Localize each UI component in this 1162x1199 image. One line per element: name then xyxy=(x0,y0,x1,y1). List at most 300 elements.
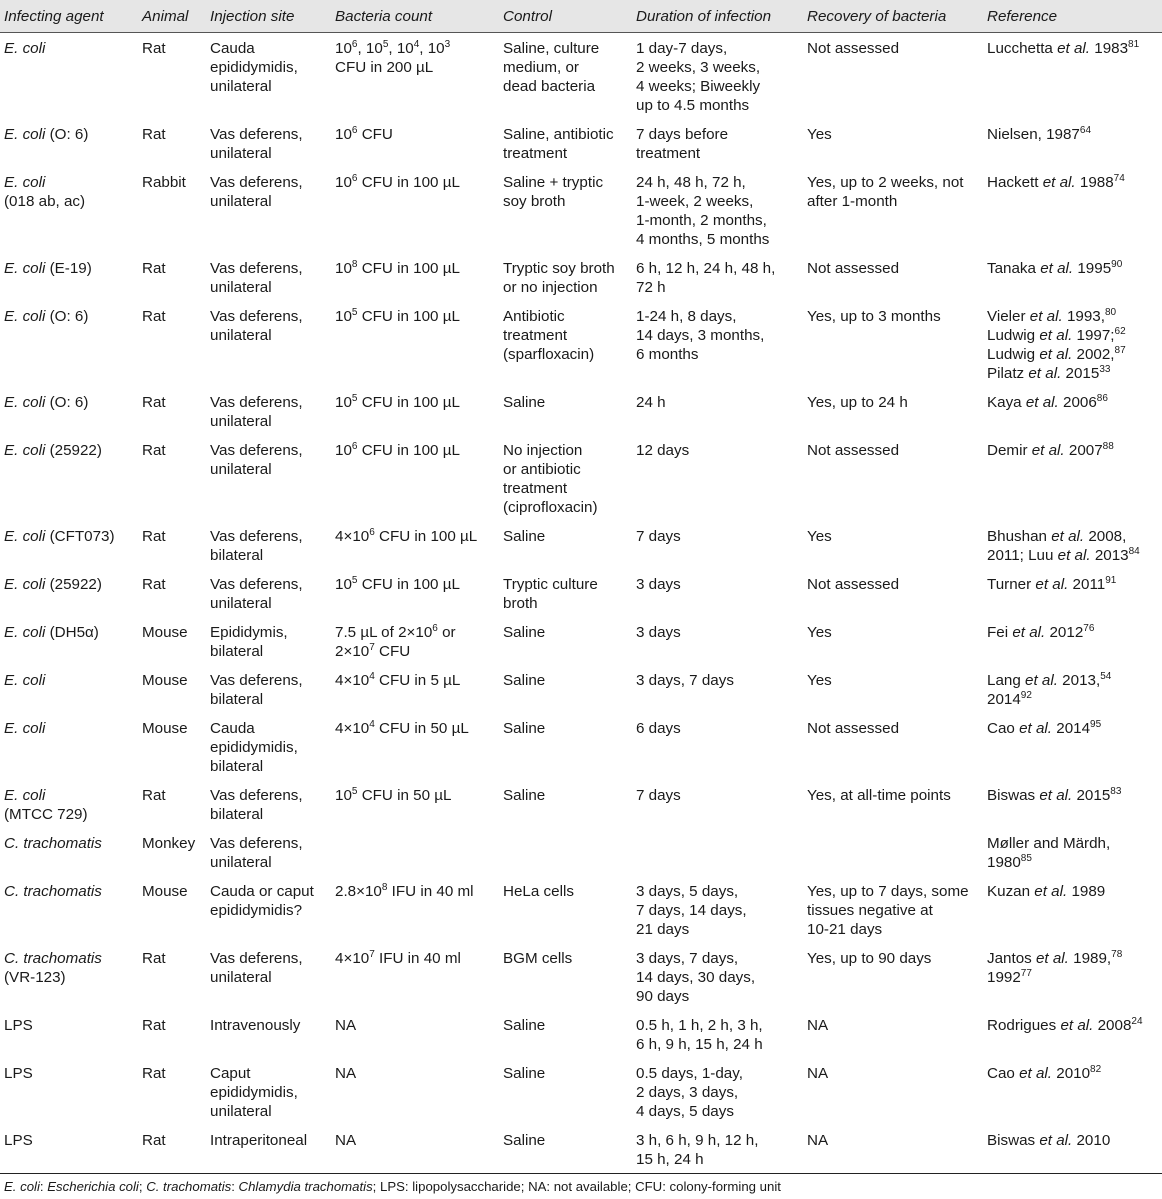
cell-reference xyxy=(983,828,1162,876)
cell-injection-site: Vas deferens, unilateral xyxy=(210,576,303,612)
cell-infecting-agent xyxy=(0,33,138,120)
cell-duration: 3 days xyxy=(636,576,681,593)
cell-control: HeLa cells xyxy=(503,883,574,900)
header-injection-site: Injection site xyxy=(206,0,331,33)
text-run: C. trachomatis xyxy=(4,883,102,900)
text-run: 1988 xyxy=(1075,174,1114,191)
cell-control xyxy=(499,828,632,876)
cell-reference xyxy=(983,876,1162,943)
text-run: E. coli xyxy=(4,442,46,459)
text-run: C. trachomatis xyxy=(146,1179,232,1194)
text-run: Pilatz xyxy=(987,365,1025,382)
cell-bacteria-count xyxy=(331,387,499,435)
cell-animal: Rat xyxy=(142,787,166,804)
text-run: et al. xyxy=(1012,624,1046,641)
cell-animal: Rat xyxy=(142,126,166,143)
header-animal: Animal xyxy=(138,0,206,33)
citation-superscript: 4 xyxy=(369,671,375,682)
text-run: 2014 xyxy=(1052,720,1091,737)
cell-injection-site: Vas deferens, unilateral xyxy=(210,394,303,430)
cell-animal: Mouse xyxy=(142,672,188,689)
cell-bacteria-count xyxy=(331,301,499,387)
text-run: CFU xyxy=(374,643,411,660)
cell-injection-site: Vas deferens, unilateral xyxy=(210,442,303,478)
citation-superscript: 91 xyxy=(1105,575,1117,586)
text-run: et al. xyxy=(1019,720,1053,737)
table-row xyxy=(0,943,1162,1010)
cell-duration: 0.5 h, 1 h, 2 h, 3 h, 6 h, 9 h, 15 h, 24 h xyxy=(636,1017,763,1053)
text-run: 2008 xyxy=(1093,1017,1132,1034)
cell-infecting-agent xyxy=(0,780,138,828)
cell-recovery xyxy=(803,828,983,876)
table-row xyxy=(0,253,1162,301)
text-run: : xyxy=(39,1179,48,1194)
cell-bacteria-count xyxy=(331,1125,499,1174)
cell-reference xyxy=(983,387,1162,435)
text-run: (VR-123) xyxy=(4,969,66,986)
table-row xyxy=(0,167,1162,253)
cell-infecting-agent xyxy=(0,387,138,435)
text-run: et al. xyxy=(1034,883,1068,900)
citation-superscript: 64 xyxy=(1079,125,1092,136)
cell-infecting-agent xyxy=(0,119,138,167)
table-row xyxy=(0,828,1162,876)
cell-bacteria-count xyxy=(331,1058,499,1125)
citation-superscript: 82 xyxy=(1090,1064,1102,1075)
citation-superscript: 90 xyxy=(1111,259,1123,270)
text-run: (O: 6) xyxy=(45,126,89,143)
cell-duration: 7 days xyxy=(636,528,681,545)
cell-injection-site: Vas deferens, bilateral xyxy=(210,528,303,564)
cell-infecting-agent xyxy=(0,253,138,301)
text-run: , 10 xyxy=(357,40,383,57)
text-run: Fei xyxy=(987,624,1013,641)
text-run: 10 xyxy=(335,576,352,593)
text-run: Biswas xyxy=(987,1132,1040,1149)
text-run: (E-19) xyxy=(45,260,92,277)
cell-duration: 3 days, 5 days, 7 days, 14 days, 21 days xyxy=(636,883,747,938)
cell-duration: 24 h, 48 h, 72 h, 1-week, 2 weeks, 1-month, 2 months, 4 months, 5 months xyxy=(636,174,770,248)
cell-recovery: Not assessed xyxy=(807,720,900,737)
text-run: LPS xyxy=(4,1132,33,1149)
citation-superscript: 92 xyxy=(1020,690,1032,701)
text-run: CFU in 5 µL xyxy=(374,672,461,689)
cell-reference xyxy=(983,435,1162,521)
cell-duration: 6 days xyxy=(636,720,681,737)
cell-animal: Rat xyxy=(142,1017,166,1034)
citation-superscript: 6 xyxy=(369,527,375,538)
text-run: 2007 xyxy=(1064,442,1103,459)
text-run: et al. xyxy=(1039,787,1073,804)
text-run: 2008, 2011; Luu xyxy=(987,528,1127,564)
text-run: or 2×10 xyxy=(335,624,456,660)
cell-injection-site: Cauda or caput epididymidis? xyxy=(210,883,314,919)
citation-superscript: 6 xyxy=(432,623,438,634)
text-run: IFU in 40 ml xyxy=(374,950,461,967)
text-run: et al. xyxy=(1060,1017,1094,1034)
text-run: E. coli xyxy=(4,1179,40,1194)
cell-recovery: Yes xyxy=(807,624,832,641)
cell-injection-site: Vas deferens, unilateral xyxy=(210,260,303,296)
cell-reference xyxy=(983,301,1162,387)
cell-reference xyxy=(983,665,1162,713)
header-row xyxy=(0,0,1162,33)
cell-recovery: Not assessed xyxy=(807,442,900,459)
table-row xyxy=(0,617,1162,665)
text-run: NA xyxy=(335,1017,357,1034)
text-run: E. coli xyxy=(4,528,46,545)
table-row xyxy=(0,1010,1162,1058)
text-run: 2015 xyxy=(1061,365,1100,382)
cell-reference xyxy=(983,617,1162,665)
table-row xyxy=(0,435,1162,521)
cell-bacteria-count xyxy=(331,253,499,301)
cell-bacteria-count xyxy=(331,876,499,943)
text-run: C. trachomatis xyxy=(4,835,102,852)
text-run: 2013, xyxy=(1057,672,1101,689)
cell-duration: 3 days, 7 days, 14 days, 30 days, 90 days xyxy=(636,950,756,1005)
cell-injection-site: Vas deferens, bilateral xyxy=(210,787,303,823)
cell-infecting-agent xyxy=(0,876,138,943)
text-run: LPS xyxy=(4,1065,33,1082)
text-run: Rodrigues xyxy=(987,1017,1061,1034)
text-run: Jantos xyxy=(987,950,1036,967)
cell-control: Saline xyxy=(503,672,546,689)
cell-animal: Rat xyxy=(142,528,166,545)
text-run: 10 xyxy=(335,260,352,277)
citation-superscript: 24 xyxy=(1131,1016,1143,1027)
cell-injection-site: Vas deferens, unilateral xyxy=(210,835,303,871)
cell-injection-site: Cauda epididymidis, unilateral xyxy=(210,40,298,95)
citation-superscript: 8 xyxy=(351,259,358,270)
cell-infecting-agent xyxy=(0,569,138,617)
text-run: 1992 xyxy=(987,969,1021,986)
cell-animal: Rat xyxy=(142,40,166,57)
cell-control: Saline xyxy=(503,528,546,545)
cell-control: Saline xyxy=(499,1125,632,1174)
text-run: et al. xyxy=(1039,327,1073,344)
text-run: E. coli xyxy=(4,720,46,737)
citation-superscript: 3 xyxy=(444,39,451,50)
text-run: Turner xyxy=(987,576,1036,593)
text-run: NA xyxy=(335,1065,357,1082)
text-run: 4×10 xyxy=(335,528,370,545)
text-run: 2011 xyxy=(1068,576,1106,593)
text-run: NA xyxy=(335,1132,357,1149)
text-run: (DH5α) xyxy=(45,624,99,641)
cell-control: BGM cells xyxy=(503,950,573,967)
text-run: et al. xyxy=(1019,1065,1053,1082)
cell-duration: 7 days xyxy=(636,787,681,804)
citation-superscript: 33 xyxy=(1099,364,1111,375)
text-run: et al. xyxy=(1025,394,1059,411)
cell-bacteria-count xyxy=(331,780,499,828)
cell-reference xyxy=(983,521,1162,569)
cell-control: No injection or antibiotic treatment (ciprofloxacin) xyxy=(503,442,598,516)
cell-injection-site: Intravenously xyxy=(210,1017,301,1034)
citation-superscript: 5 xyxy=(351,786,358,797)
cell-animal: Rat xyxy=(142,576,166,593)
cell-control: Tryptic culture broth xyxy=(503,576,598,612)
cell-animal: Rat xyxy=(138,1125,206,1174)
text-run: : xyxy=(231,1179,239,1194)
cell-bacteria-count xyxy=(331,943,499,1010)
cell-reference xyxy=(983,713,1162,780)
text-run: et al. xyxy=(1040,260,1074,277)
cell-recovery: Not assessed xyxy=(807,260,900,277)
citation-superscript: 86 xyxy=(1096,393,1108,404)
cell-recovery: Not assessed xyxy=(807,40,900,57)
table-row xyxy=(0,1125,1162,1174)
cell-injection-site: Intraperitoneal xyxy=(206,1125,331,1174)
citation-superscript: 7 xyxy=(369,642,375,653)
text-run: 2010 xyxy=(1052,1065,1091,1082)
text-run: (O: 6) xyxy=(45,308,89,325)
cell-duration: 3 days xyxy=(636,624,681,641)
text-run: 10 xyxy=(335,126,352,143)
text-run: Vieler xyxy=(987,308,1030,325)
text-run: Chlamydia trachomatis xyxy=(238,1179,373,1194)
header-control: Control xyxy=(499,0,632,33)
cell-infecting-agent xyxy=(0,828,138,876)
text-run: , 10 xyxy=(419,40,445,57)
text-run: 1989 xyxy=(1067,883,1106,900)
cell-duration: 3 days, 7 days xyxy=(636,672,734,689)
cell-control: Saline + tryptic soy broth xyxy=(503,174,604,210)
cell-infecting-agent xyxy=(0,167,138,253)
table-footnote xyxy=(0,1174,1162,1199)
text-run: CFU in 50 µL xyxy=(357,787,452,804)
text-run: 2013 xyxy=(1090,547,1129,564)
cell-infecting-agent xyxy=(0,301,138,387)
cell-reference xyxy=(983,569,1162,617)
citation-superscript: 8 xyxy=(381,882,388,893)
cell-animal: Mouse xyxy=(142,883,188,900)
cell-animal: Rat xyxy=(142,950,166,967)
text-run: E. coli xyxy=(4,40,46,57)
header-infecting-agent: Infecting agent xyxy=(0,0,138,33)
text-run: 4×10 xyxy=(335,720,370,737)
cell-injection-site: Vas deferens, unilateral xyxy=(210,950,303,986)
cell-duration xyxy=(632,828,803,876)
text-run: 10 xyxy=(335,394,352,411)
text-run: et al. xyxy=(1057,547,1091,564)
text-run: Nielsen, 1987 xyxy=(987,126,1080,143)
table-row xyxy=(0,119,1162,167)
cell-reference xyxy=(983,1010,1162,1058)
text-run: Bhushan xyxy=(987,528,1052,545)
text-run: 10 xyxy=(335,442,352,459)
table-row xyxy=(0,665,1162,713)
cell-duration: 6 h, 12 h, 24 h, 48 h, 72 h xyxy=(636,260,776,296)
text-run: et al. xyxy=(1035,950,1069,967)
text-run: 2002, xyxy=(1072,346,1115,363)
cell-control: Saline xyxy=(503,1065,546,1082)
text-run: 1997; xyxy=(1072,327,1115,344)
cell-control: Saline, culture medium, or dead bacteria xyxy=(503,40,600,95)
text-run: E. coli xyxy=(4,260,46,277)
text-run: 2.8×10 xyxy=(335,883,382,900)
cell-duration: 0.5 days, 1-day, 2 days, 3 days, 4 days, 5 days xyxy=(636,1065,743,1120)
cell-recovery: Yes, at all-time points xyxy=(807,787,951,804)
cell-reference xyxy=(983,1058,1162,1125)
text-run: (CFT073) xyxy=(45,528,115,545)
text-run: 2006 xyxy=(1058,394,1097,411)
text-run: Cao xyxy=(987,1065,1020,1082)
text-run: 2014 xyxy=(987,691,1021,708)
text-run: (O: 6) xyxy=(45,394,89,411)
cell-bacteria-count xyxy=(331,665,499,713)
cell-injection-site: Vas deferens, unilateral xyxy=(210,308,303,344)
text-run: (018 ab, ac) xyxy=(4,193,86,210)
text-run: et al. xyxy=(1039,346,1073,363)
cell-infecting-agent xyxy=(0,665,138,713)
text-run: CFU in 100 µL xyxy=(357,394,460,411)
cell-animal: Monkey xyxy=(142,835,196,852)
text-run: 1995 xyxy=(1073,260,1112,277)
table-row xyxy=(0,876,1162,943)
text-run: et al. xyxy=(1051,528,1085,545)
citation-superscript: 6 xyxy=(351,125,358,136)
cell-control: Antibiotic treatment (sparfloxacin) xyxy=(503,308,595,363)
cell-control: Saline xyxy=(503,1017,546,1034)
cell-bacteria-count xyxy=(331,1010,499,1058)
cell-infecting-agent xyxy=(0,713,138,780)
cell-bacteria-count xyxy=(331,521,499,569)
cell-recovery: Yes, up to 2 weeks, not after 1-month xyxy=(807,174,964,210)
text-run: Biswas xyxy=(987,787,1040,804)
cell-reference xyxy=(983,119,1162,167)
header-duration: Duration of infection xyxy=(632,0,803,33)
cell-bacteria-count xyxy=(331,828,499,876)
text-run: Ludwig xyxy=(987,327,1036,344)
citation-superscript: 76 xyxy=(1083,623,1095,634)
text-run: 7.5 µL of 2×10 xyxy=(335,624,433,641)
table-row xyxy=(0,1058,1162,1125)
cell-bacteria-count xyxy=(331,119,499,167)
text-run: Demir xyxy=(987,442,1032,459)
text-run: ; LPS: lipopolysaccharide; NA: not available; CFU: colony-forming unit xyxy=(372,1179,781,1194)
cell-infecting-agent xyxy=(0,1125,138,1174)
cell-control: Saline xyxy=(503,394,546,411)
citation-superscript: 84 xyxy=(1128,546,1140,557)
cell-injection-site: Caput epididymidis, unilateral xyxy=(210,1065,298,1120)
citation-superscript: 62 xyxy=(1114,326,1126,337)
cell-control: Saline xyxy=(503,787,546,804)
text-run: 10 xyxy=(335,308,352,325)
text-run: et al. xyxy=(1031,442,1065,459)
cell-duration: 7 days before treatment xyxy=(636,126,729,162)
citation-superscript: 95 xyxy=(1090,719,1102,730)
cell-control: Saline, antibiotic treatment xyxy=(503,126,614,162)
cell-recovery: Yes xyxy=(807,528,832,545)
header-bacteria-count: Bacteria count xyxy=(331,0,499,33)
text-run: (25922) xyxy=(45,576,102,593)
cell-duration: 24 h xyxy=(636,394,666,411)
cell-reference xyxy=(983,33,1162,120)
cell-infecting-agent xyxy=(0,1010,138,1058)
citation-superscript: 4 xyxy=(413,39,420,50)
text-run: (MTCC 729) xyxy=(4,806,88,823)
text-run: Cao xyxy=(987,720,1020,737)
cell-bacteria-count xyxy=(331,33,499,120)
cell-animal: Mouse xyxy=(142,624,188,641)
table-row xyxy=(0,569,1162,617)
text-run: et al. xyxy=(1042,174,1076,191)
text-run: Ludwig xyxy=(987,346,1036,363)
text-run: CFU in 100 µL xyxy=(357,576,460,593)
citation-superscript: 6 xyxy=(351,173,358,184)
text-run: E. coli xyxy=(4,624,46,641)
text-run: CFU in 200 µL xyxy=(335,59,434,76)
cell-control: Saline xyxy=(503,624,546,641)
text-run: et al. xyxy=(1028,365,1062,382)
table-row xyxy=(0,713,1162,780)
cell-bacteria-count xyxy=(331,617,499,665)
cell-infecting-agent xyxy=(0,1058,138,1125)
text-run: 2010 xyxy=(1072,1132,1111,1149)
header-recovery: Recovery of bacteria xyxy=(803,0,983,33)
text-run: 1989, xyxy=(1068,950,1112,967)
text-run: CFU in 50 µL xyxy=(374,720,469,737)
cell-animal: Rat xyxy=(142,442,166,459)
text-run: 2012 xyxy=(1045,624,1084,641)
cell-animal: Rat xyxy=(142,1065,166,1082)
text-run: (25922) xyxy=(45,442,102,459)
citation-superscript: 74 xyxy=(1113,173,1125,184)
cell-injection-site: Vas deferens, unilateral xyxy=(210,126,303,162)
table-row xyxy=(0,387,1162,435)
text-run: CFU in 100 µL xyxy=(357,308,460,325)
cell-bacteria-count xyxy=(331,435,499,521)
cell-reference xyxy=(983,167,1162,253)
citation-superscript: 5 xyxy=(382,39,389,50)
text-run: et al. xyxy=(1039,1132,1073,1149)
citation-superscript: 4 xyxy=(369,719,375,730)
citation-superscript: 6 xyxy=(351,39,358,50)
cell-reference xyxy=(983,1125,1162,1174)
text-run: et al. xyxy=(1029,308,1063,325)
cell-control: Tryptic soy broth or no injection xyxy=(503,260,615,296)
text-run: 10 xyxy=(335,40,352,57)
table-row xyxy=(0,521,1162,569)
cell-infecting-agent xyxy=(0,943,138,1010)
citation-superscript: 87 xyxy=(1114,345,1126,356)
cell-animal: Rat xyxy=(142,394,166,411)
text-run: Kaya xyxy=(987,394,1026,411)
cell-recovery: NA xyxy=(803,1125,983,1174)
cell-injection-site: Epididymis, bilateral xyxy=(210,624,288,660)
text-run: 1993, xyxy=(1062,308,1105,325)
cell-animal: Rat xyxy=(142,260,166,277)
text-run: et al. xyxy=(1035,576,1069,593)
citation-superscript: 78 xyxy=(1111,949,1123,960)
citation-superscript: 5 xyxy=(351,393,358,404)
citation-superscript: 5 xyxy=(351,307,358,318)
citation-superscript: 54 xyxy=(1100,671,1112,682)
text-run: 10 xyxy=(335,787,352,804)
text-run: CFU in 100 µL xyxy=(374,528,478,545)
text-run: 2015 xyxy=(1072,787,1111,804)
cell-control: Saline xyxy=(503,720,546,737)
text-run: Hackett xyxy=(987,174,1043,191)
cell-animal: Rabbit xyxy=(142,174,186,191)
text-run: C. trachomatis xyxy=(4,950,102,967)
text-run: CFU in 100 µL xyxy=(357,442,460,459)
cell-duration: 1-24 h, 8 days, 14 days, 3 months, 6 months xyxy=(636,308,765,363)
text-run: Tanaka xyxy=(987,260,1041,277)
citation-superscript: 88 xyxy=(1102,441,1114,452)
